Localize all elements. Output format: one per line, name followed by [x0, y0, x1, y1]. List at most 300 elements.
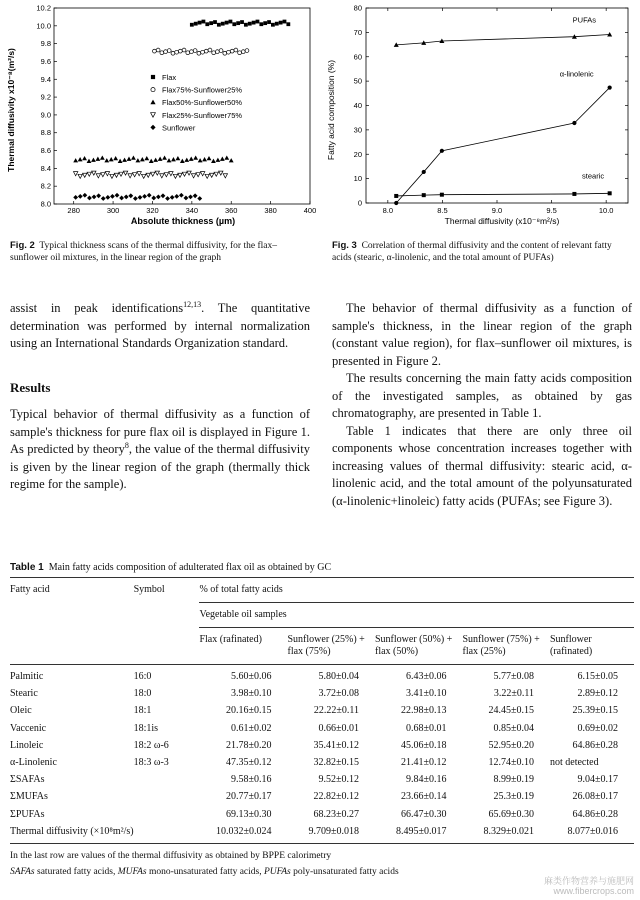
cell-fatty-acid: α-Linolenic	[10, 756, 57, 768]
fig2-xlabel: Absolute thickness (µm)	[130, 216, 236, 226]
data-point-flax25	[151, 172, 155, 176]
table-caption-text: Main fatty acids composition of adulterated flax oil as obtained by GC	[48, 562, 332, 573]
cell-value: 35.41±0.12	[313, 739, 359, 751]
data-point-sunflower	[128, 193, 133, 198]
cell-value: 9.52±0.12	[318, 774, 359, 786]
data-point-flax	[232, 22, 236, 26]
fig2-x-tick-label: 380	[264, 206, 277, 215]
data-point-flax25	[96, 174, 100, 178]
def-pufas: poly-unsaturated fatty acids	[290, 866, 399, 877]
data-point-flax25	[119, 172, 123, 176]
fig3-x-tick-label: 9.0	[491, 206, 503, 215]
cell-value: 9.58±0.16	[231, 774, 272, 786]
data-point-flax25	[110, 174, 114, 178]
abbr-safas: SAFAs	[10, 866, 35, 877]
data-point-flax25	[182, 172, 186, 176]
table-footnotes	[10, 848, 634, 880]
data-point-sunflower	[197, 196, 202, 201]
table-row	[10, 757, 634, 774]
table-row	[10, 705, 634, 722]
data-point-flax25	[151, 113, 156, 118]
data-point-flax	[194, 22, 198, 26]
cell-value: 25.39±0.15	[572, 705, 618, 717]
fig2-caption	[10, 240, 310, 264]
data-point-sunflower	[105, 195, 110, 200]
data-point-flax25	[210, 173, 214, 177]
fig2-x-tick-label: 360	[224, 206, 238, 215]
footnote-2	[10, 864, 634, 880]
fig2-legend-label: Flax75%-Sunflower25%	[162, 85, 243, 95]
cell-value: 3.22±0.11	[493, 688, 534, 700]
cell-value: 25.3±0.19	[493, 791, 534, 803]
data-point-flax25	[92, 171, 96, 175]
fig2-y-tick-label: 9.8	[40, 39, 51, 49]
cell-value: 9.84±0.16	[406, 774, 447, 786]
data-point-flax75	[219, 49, 223, 53]
data-point-flax25	[169, 172, 173, 176]
data-point-flax50	[193, 155, 198, 159]
data-point-sunflower	[119, 196, 124, 201]
data-point-flax25	[191, 174, 195, 178]
data-point-flax	[229, 20, 233, 24]
cell-fatty-acid: Oleic	[10, 705, 32, 717]
data-point-flax50	[131, 155, 136, 159]
cell-value: 21.78±0.20	[226, 739, 272, 751]
data-point-sunflower	[174, 194, 179, 199]
data-point-flax50	[78, 157, 83, 161]
data-point-sunflower	[92, 194, 97, 199]
fig2-axes	[36, 4, 316, 216]
cell-value: 69.13±0.30	[226, 808, 272, 820]
cell-symbol: 16:0	[133, 671, 152, 682]
fig3-point-linolenic	[422, 170, 426, 174]
left-column	[10, 300, 310, 494]
data-point-flax50	[135, 158, 140, 162]
cell-value: 6.43±0.06	[406, 671, 447, 682]
data-point-flax	[275, 22, 279, 26]
fig3-y-tick-label: 60	[353, 52, 362, 62]
data-point-flax25	[223, 174, 227, 178]
figure-3-chart	[320, 0, 640, 228]
cell-value: 0.66±0.01	[318, 722, 359, 734]
data-point-flax50	[100, 155, 105, 159]
footnote-1: In the last row are values of the thermal diffusivity as obtained by BPPE calorimetry	[10, 850, 332, 861]
cell-symbol: 18:2 ω-6	[133, 739, 169, 751]
left-p1-text: assist in peak identifications	[10, 301, 184, 315]
data-point-flax50	[144, 156, 149, 160]
data-point-sunflower	[188, 194, 193, 199]
table-1	[10, 562, 634, 880]
data-point-flax50	[202, 157, 207, 161]
cell-value: 10.032±0.024	[216, 825, 272, 837]
fig3-point-linolenic	[440, 149, 444, 153]
data-point-flax50	[224, 155, 229, 159]
fig2-legend-label: Flax	[162, 73, 177, 82]
data-point-sunflower	[150, 125, 155, 130]
data-point-flax50	[149, 159, 154, 163]
data-point-flax25	[128, 174, 132, 178]
data-point-flax75	[223, 51, 227, 55]
fig2-x-tick-label: 300	[106, 206, 120, 215]
data-point-flax50	[109, 157, 114, 161]
data-point-flax	[271, 23, 275, 27]
data-point-flax25	[155, 171, 159, 175]
watermark	[544, 876, 634, 896]
data-point-sunflower	[96, 193, 101, 198]
data-point-flax75	[227, 50, 231, 54]
cell-symbol: 18:1is	[133, 722, 159, 734]
cell-value: not detected	[550, 756, 599, 768]
table-row	[10, 740, 634, 757]
data-point-sunflower	[73, 195, 78, 200]
right-paragraph-2: The results concerning the main fatty acids composition of the investigated samples, as obtained by gas chromatography, are presented in Table 1.	[332, 371, 632, 420]
data-point-flax75	[178, 49, 182, 53]
cell-value: 8.077±0.016	[567, 825, 618, 837]
cell-value: 0.61±0.02	[231, 722, 272, 734]
fig2-y-tick-label: 8.6	[40, 146, 51, 156]
data-point-flax50	[140, 157, 145, 161]
fig3-point-linolenic	[394, 201, 398, 205]
data-point-flax25	[78, 174, 82, 178]
fig2-y-tick-label: 9.6	[40, 56, 51, 66]
fig3-series-line	[396, 34, 609, 44]
right-paragraph-1: The behavior of thermal diffusivity as a function of sample's thickness, in the linear region of the graph (constant value region), for flax–sunflower oil mixtures, is presented in Figure 2.	[332, 301, 632, 368]
cell-value: 2.89±0.12	[577, 688, 618, 700]
data-point-flax	[256, 20, 260, 24]
fig3-x-tick-label: 8.0	[382, 206, 394, 215]
data-point-flax50	[95, 157, 100, 161]
table-row	[10, 826, 634, 844]
data-point-flax	[213, 20, 217, 24]
col-header-1: Flax (rafinated)	[199, 634, 262, 645]
fig3-point-stearic	[440, 193, 444, 197]
data-point-flax25	[114, 173, 118, 177]
data-point-flax50	[211, 159, 216, 163]
data-point-flax50	[113, 156, 118, 160]
data-point-flax25	[187, 171, 191, 175]
cell-value: 65.69±0.30	[488, 808, 534, 820]
data-point-flax75	[241, 50, 245, 54]
fig3-point-stearic	[608, 191, 612, 195]
data-point-flax75	[156, 48, 160, 52]
cell-value: 0.68±0.01	[406, 722, 447, 734]
cell-value: 22.98±0.13	[401, 705, 447, 717]
fig3-point-linolenic	[572, 121, 576, 125]
data-point-flax75	[230, 49, 234, 53]
data-point-flax50	[189, 157, 194, 161]
cell-symbol: 18:3 ω-3	[133, 756, 169, 768]
cell-value: 8.99±0.19	[493, 774, 534, 786]
data-point-flax	[217, 23, 221, 27]
data-point-flax25	[219, 171, 223, 175]
fig3-caption-label: Fig. 3	[332, 240, 357, 251]
cell-value: 5.77±0.08	[493, 671, 534, 682]
watermark-line-1: 麻类作物营养与施肥网	[543, 876, 634, 886]
table-caption	[10, 562, 634, 573]
data-point-flax75	[164, 50, 168, 54]
cell-value: 22.22±0.11	[313, 705, 359, 717]
right-paragraph-3: Table 1 indicates that there are only three oil components whose concentration increases together with increasing values of thermal diffusivity: stearic acid, α-linolenic acid, and the total amount of the polyunsaturated (α-linolenic+linoleic) fatty acids (PUFAs; see Figure 3).	[332, 423, 632, 508]
data-point-flax75	[212, 51, 216, 55]
cell-value: 32.82±0.15	[313, 756, 359, 768]
fig2-y-tick-label: 9.0	[40, 110, 51, 120]
cell-symbol	[134, 826, 200, 844]
fig2-y-tick-label: 8.0	[40, 199, 51, 209]
fig3-y-tick-label: 50	[353, 76, 362, 86]
data-point-flax25	[83, 173, 87, 177]
fig3-point-stearic	[394, 194, 398, 198]
left-p2-text: Typical behavior of thermal diffusivity as a function of sample's thickness for pure flax oil is displayed in Figure 1. As predicted by theory	[10, 407, 310, 456]
cell-fatty-acid: Linoleic	[10, 739, 44, 751]
fig2-y-tick-label: 8.2	[40, 181, 51, 191]
def-mufas: mono-unsaturated fatty acids,	[146, 866, 264, 877]
data-point-sunflower	[133, 196, 138, 201]
data-point-flax75	[201, 50, 205, 54]
cell-value: 21.41±0.12	[401, 756, 447, 768]
data-point-flax50	[167, 158, 172, 162]
data-point-flax	[202, 20, 206, 24]
fig3-series	[394, 16, 612, 205]
fig3-x-tick-label: 10.0	[598, 206, 614, 215]
cell-value: 52.95±0.20	[488, 739, 534, 751]
abbr-mufas: MUFAs	[117, 866, 147, 877]
data-point-flax	[209, 21, 213, 25]
left-paragraph-1	[10, 300, 310, 353]
left-paragraph-2	[10, 406, 310, 494]
data-point-flax75	[215, 50, 219, 54]
data-point-flax25	[123, 171, 127, 175]
table-row	[10, 809, 634, 826]
table-body	[10, 665, 634, 844]
fig3-y-tick-label: 10	[353, 174, 362, 184]
data-point-flax25	[105, 172, 109, 176]
data-point-sunflower	[87, 196, 92, 201]
watermark-line-2: www.fibercrops.com	[553, 886, 634, 896]
table-caption-label: Table 1	[10, 562, 44, 573]
data-point-flax	[244, 23, 248, 27]
cell-value: 68.23±0.27	[313, 808, 359, 820]
data-point-flax	[267, 20, 271, 24]
data-point-flax	[263, 21, 267, 25]
cell-fatty-acid: ΣMUFAs	[10, 791, 48, 803]
data-point-flax50	[82, 156, 87, 160]
data-point-flax75	[204, 49, 208, 53]
cell-value: 12.74±0.10	[488, 756, 534, 768]
data-point-flax50	[73, 158, 78, 162]
left-p2-rest: , the value of the thermal diffusivity is given by the linear region of the graph (thermally thick regime for the sample).	[10, 442, 310, 491]
cell-value: 22.82±0.12	[313, 791, 359, 803]
data-point-flax25	[164, 173, 168, 177]
data-point-flax25	[205, 174, 209, 178]
cell-value: 20.16±0.15	[226, 705, 272, 717]
data-point-flax50	[104, 158, 109, 162]
fig2-y-tick-label: 9.2	[40, 92, 51, 102]
fig2-y-tick-label: 10.0	[36, 21, 51, 31]
cell-value: 0.69±0.02	[577, 722, 618, 734]
cell-fatty-acid: Palmitic	[10, 671, 44, 682]
cell-value: 5.80±0.04	[318, 671, 359, 682]
data-point-flax25	[200, 172, 204, 176]
data-point-flax25	[87, 172, 91, 176]
cell-value: 8.495±0.017	[396, 825, 447, 837]
data-point-sunflower	[170, 195, 175, 200]
data-point-flax50	[207, 156, 212, 160]
data-point-sunflower	[179, 193, 184, 198]
cell-value: 3.98±0.10	[231, 688, 272, 700]
fig3-series-label: stearic	[582, 171, 605, 181]
fig3-y-tick-label: 20	[353, 149, 362, 159]
header-samples: Vegetable oil samples	[199, 603, 634, 628]
data-point-sunflower	[142, 194, 147, 199]
data-point-flax75	[193, 49, 197, 53]
data-point-flax25	[160, 174, 164, 178]
data-point-flax25	[137, 172, 141, 176]
cell-value: 9.04±0.17	[577, 774, 618, 786]
col-header-2: Sunflower (25%) + flax (75%)	[287, 634, 365, 657]
data-point-sunflower	[165, 196, 170, 201]
cell-value: 6.15±0.05	[577, 671, 618, 682]
data-point-flax25	[146, 173, 150, 177]
col-header-5: Sunflower (rafinated)	[550, 634, 593, 657]
fig2-x-tick-label: 400	[303, 206, 317, 215]
left-p1-ref: 12,13	[183, 299, 202, 309]
cell-value: 23.66±0.14	[401, 791, 447, 803]
data-point-sunflower	[78, 194, 83, 199]
cell-fatty-acid: ΣSAFAs	[10, 774, 45, 786]
data-point-sunflower	[138, 195, 143, 200]
fig2-x-tick-label: 340	[185, 206, 199, 215]
data-point-flax	[205, 22, 209, 26]
right-column	[332, 300, 632, 510]
data-point-sunflower	[147, 193, 152, 198]
data-point-sunflower	[156, 194, 161, 199]
data-point-sunflower	[124, 194, 129, 199]
abbr-pufas: PUFAs	[264, 866, 291, 877]
data-point-flax25	[101, 173, 105, 177]
header-total: % of total fatty acids	[199, 578, 634, 603]
fig3-caption	[332, 240, 632, 264]
data-point-flax50	[87, 159, 92, 163]
cell-value: 24.45±0.15	[488, 705, 534, 717]
data-point-flax50	[184, 158, 189, 162]
data-point-flax50	[158, 157, 163, 161]
data-point-flax	[236, 21, 240, 25]
cell-fatty-acid: ΣPUFAs	[10, 808, 45, 820]
data-point-flax75	[234, 48, 238, 52]
data-point-flax	[221, 22, 225, 26]
fig2-ylabel: Thermal diffusivity x10⁻⁸(m²/s)	[6, 48, 16, 172]
left-p2-ref: 8	[124, 440, 129, 450]
fig3-series-label: PUFAs	[572, 15, 597, 25]
cell-fatty-acid: Thermal diffusivity (×10⁸m²/s)	[10, 825, 134, 837]
data-point-flax	[259, 22, 263, 26]
data-point-flax50	[175, 156, 180, 160]
data-point-flax50	[171, 157, 176, 161]
fig2-y-tick-label: 9.4	[40, 74, 51, 84]
cell-symbol	[134, 809, 200, 826]
data-point-flax25	[214, 172, 218, 176]
data-point-sunflower	[151, 196, 156, 201]
fig3-y-tick-label: 30	[353, 125, 362, 135]
data-point-flax25	[132, 173, 136, 177]
fig3-x-tick-label: 8.5	[437, 206, 448, 215]
data-point-flax25	[73, 172, 77, 176]
data-point-sunflower	[82, 193, 87, 198]
table-row	[10, 688, 634, 705]
fig3-xlabel: Thermal diffusivity (x10⁻⁸m²/s)	[444, 216, 560, 226]
cell-fatty-acid: Vaccenic	[10, 722, 47, 734]
data-point-flax75	[190, 50, 194, 54]
data-point-flax75	[245, 49, 249, 53]
data-point-flax50	[153, 158, 158, 162]
data-point-sunflower	[101, 196, 106, 201]
fig2-y-tick-label: 10.2	[36, 3, 51, 13]
def-safas: saturated fatty acids,	[34, 866, 118, 877]
data-point-flax50	[118, 159, 123, 163]
data-point-flax	[225, 21, 229, 25]
data-point-flax50	[198, 158, 203, 162]
col-header-4: Sunflower (75%) + flax (25%)	[462, 634, 540, 657]
data-point-sunflower	[193, 193, 198, 198]
data-point-flax50	[220, 157, 225, 161]
data-point-flax50	[91, 158, 96, 162]
header-symbol: Symbol	[133, 584, 165, 595]
data-point-flax50	[122, 158, 127, 162]
fig3-series-line	[396, 88, 609, 203]
data-point-sunflower	[161, 193, 166, 198]
data-point-flax75	[182, 48, 186, 52]
fig3-y-tick-label: 80	[353, 3, 362, 13]
data-point-flax75	[197, 51, 201, 55]
table-row	[10, 774, 634, 791]
cell-value: 3.41±0.10	[406, 688, 447, 700]
cell-value: 64.86±0.28	[572, 808, 618, 820]
data-point-flax75	[153, 49, 157, 53]
fig2-x-tick-label: 320	[146, 206, 159, 215]
cell-symbol	[134, 774, 200, 791]
data-point-flax	[248, 22, 252, 26]
data-point-flax75	[167, 49, 171, 53]
data-point-flax50	[162, 155, 167, 159]
fig3-x-tick-label: 9.5	[546, 206, 557, 215]
data-point-flax75	[171, 51, 175, 55]
data-point-flax25	[173, 174, 177, 178]
col-header-3: Sunflower (50%) + flax (50%)	[375, 634, 453, 657]
data-point-sunflower	[184, 196, 189, 201]
cell-value: 66.47±0.30	[401, 808, 447, 820]
cell-value: 5.60±0.06	[231, 671, 272, 682]
cell-symbol	[134, 791, 200, 808]
data-point-flax	[286, 22, 290, 26]
left-p1-rest: . The quantitative determination was performed by internal normalization using an International Standards Organization standard.	[10, 301, 310, 350]
data-point-flax75	[151, 88, 155, 92]
fig3-axes	[354, 4, 628, 216]
cell-symbol: 18:0	[133, 688, 152, 700]
cell-value: 64.86±0.28	[572, 739, 618, 751]
fig3-y-tick-label: 0	[357, 198, 362, 208]
data-point-flax50	[180, 159, 185, 163]
results-heading: Results	[10, 379, 51, 395]
table-row	[10, 791, 634, 808]
fig3-series-label: α-linolenic	[559, 69, 594, 79]
cell-value: 0.85±0.04	[493, 722, 534, 734]
fig3-y-tick-label: 70	[353, 27, 362, 37]
data-point-flax	[198, 21, 202, 25]
cell-value: 26.08±0.17	[572, 791, 618, 803]
fig2-caption-text: Typical thickness scans of the thermal diffusivity, for the flax–sunflower oil mixtures, in the linear region of the graph	[10, 241, 277, 263]
cell-value: 47.35±0.12	[226, 756, 272, 768]
data-point-flax50	[215, 158, 220, 162]
